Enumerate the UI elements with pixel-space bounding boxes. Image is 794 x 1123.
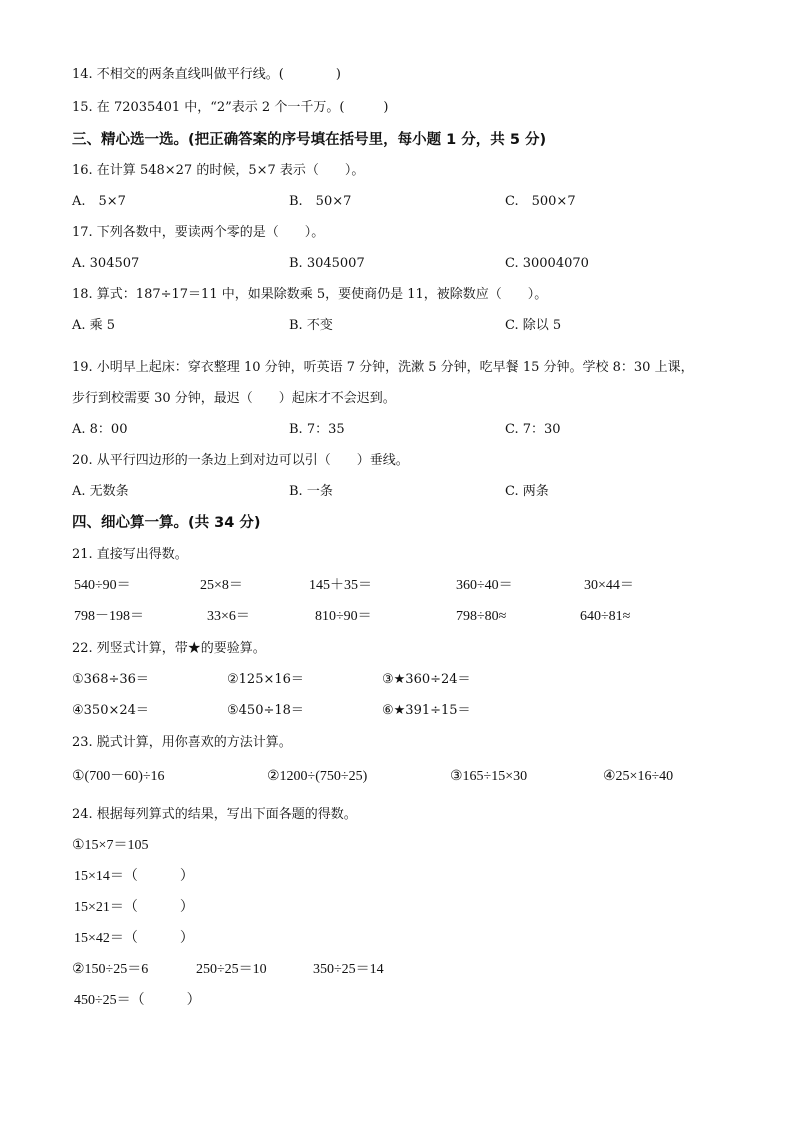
q24-given-2: 350÷25＝14 xyxy=(313,962,384,977)
q21-item: 798÷80≈ xyxy=(456,609,507,624)
q24-given-1: ①15×7＝105 xyxy=(72,838,149,853)
q24-blank-line: 15×42＝（ ） xyxy=(74,931,194,946)
q17-option-b: B. 3045007 xyxy=(289,256,365,271)
q17-stem: 17. 下列各数中，要读两个零的是（ ）。 xyxy=(72,225,325,240)
q21-item: 360÷40＝ xyxy=(456,578,513,593)
q24-given-2: ②150÷25＝6 xyxy=(72,962,149,977)
q18-stem: 18. 算式：187÷17＝11 中，如果除数乘 5，要使商仍是 11，被除数应（ ）。 xyxy=(72,287,548,302)
q23-item: ④25×16÷40 xyxy=(603,769,674,784)
q21-item: 33×6＝ xyxy=(207,609,250,624)
line-q14: 14. 不相交的两条直线叫做平行线。( ) xyxy=(72,67,341,82)
q16-option-b: B. 50×7 xyxy=(289,194,352,209)
q22-item: ④350×24＝ xyxy=(72,703,149,718)
q23-item: ③165÷15×30 xyxy=(450,769,528,784)
q22-item: ⑤450÷18＝ xyxy=(227,703,304,718)
q22-item: ③★360÷24＝ xyxy=(382,672,471,687)
q23-item: ②1200÷(750÷25) xyxy=(267,769,368,784)
q24-blank-line: 15×14＝（ ） xyxy=(74,869,194,884)
q22-stem: 22. 列竖式计算，带★的要验算。 xyxy=(72,641,266,656)
q19-option-b: B. 7：35 xyxy=(289,422,345,437)
q22-item: ⑥★391÷15＝ xyxy=(382,703,471,718)
q23-stem: 23. 脱式计算，用你喜欢的方法计算。 xyxy=(72,735,292,750)
q24-blank-line: 450÷25＝（ ） xyxy=(74,993,201,1008)
q17-option-a: A. 304507 xyxy=(72,256,140,271)
q21-item: 810÷90＝ xyxy=(315,609,372,624)
q24-stem: 24. 根据每列算式的结果，写出下面各题的得数。 xyxy=(72,807,357,822)
q21-stem: 21. 直接写出得数。 xyxy=(72,547,188,562)
q21-item: 640÷81≈ xyxy=(580,609,631,624)
q24-blank-line: 15×21＝（ ） xyxy=(74,900,194,915)
q21-item: 540÷90＝ xyxy=(74,578,131,593)
q19-option-a: A. 8：00 xyxy=(72,422,128,437)
q21-item: 30×44＝ xyxy=(584,578,634,593)
q16-stem: 16. 在计算 548×27 的时候，5×7 表示（ ）。 xyxy=(72,163,365,178)
q18-option-c: C. 除以 5 xyxy=(505,318,562,333)
line-q15: 15. 在 72035401 中，“2”表示 2 个一千万。( ) xyxy=(72,100,389,115)
q20-option-b: B. 一条 xyxy=(289,484,333,499)
q19-option-c: C. 7：30 xyxy=(505,422,561,437)
q21-item: 145＋35＝ xyxy=(309,578,372,593)
q16-option-c: C. 500×7 xyxy=(505,194,576,209)
section3-title: 三、精心选一选。(把正确答案的序号填在括号里，每小题 1 分，共 5 分) xyxy=(72,132,547,148)
q18-option-b: B. 不变 xyxy=(289,318,333,333)
q22-item: ②125×16＝ xyxy=(227,672,304,687)
q17-option-c: C. 30004070 xyxy=(505,256,589,271)
q22-item: ①368÷36＝ xyxy=(72,672,149,687)
section4-title: 四、细心算一算。(共 34 分) xyxy=(72,515,261,531)
q23-item: ①(700－60)÷16 xyxy=(72,769,165,784)
q19-stem-line1: 19. 小明早上起床：穿衣整理 10 分钟，听英语 7 分钟，洗漱 5 分钟，吃早餐 15 分钟。学校 8：30 上课， xyxy=(72,360,694,375)
q16-option-a: A. 5×7 xyxy=(72,194,126,209)
q19-stem-line2: 步行到校需要 30 分钟，最迟（ ）起床才不会迟到。 xyxy=(72,391,396,406)
q18-option-a: A. 乘 5 xyxy=(72,318,116,333)
q21-item: 798－198＝ xyxy=(74,609,144,624)
q20-option-a: A. 无数条 xyxy=(72,484,129,499)
q20-stem: 20. 从平行四边形的一条边上到对边可以引（ ）垂线。 xyxy=(72,453,409,468)
q24-given-2: 250÷25＝10 xyxy=(196,962,267,977)
q21-item: 25×8＝ xyxy=(200,578,243,593)
q20-option-c: C. 两条 xyxy=(505,484,549,499)
